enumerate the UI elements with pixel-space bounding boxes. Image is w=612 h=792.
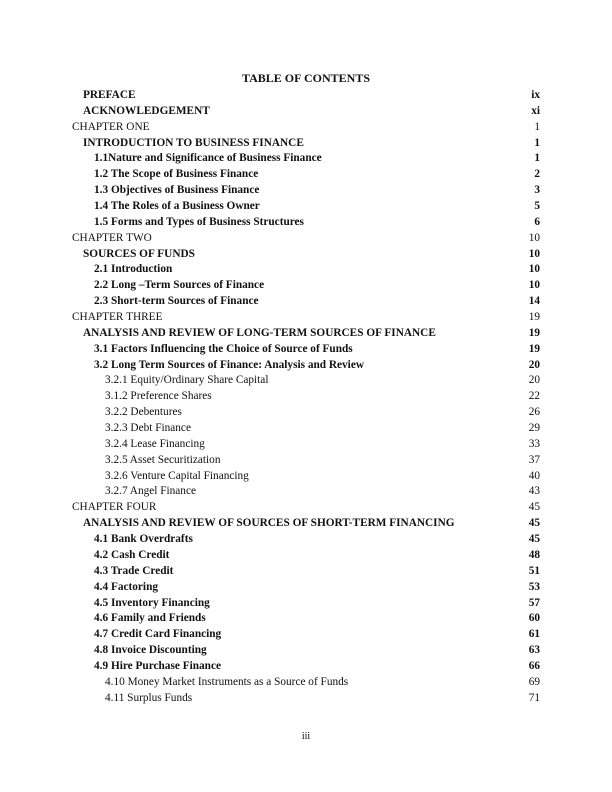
toc-entry-page: 45 (528, 501, 540, 514)
toc-entry-label: 4.10 Money Market Instruments as a Source of Funds (105, 675, 349, 688)
toc-entry-label: 4.6 Family and Friends (94, 612, 206, 625)
toc-entry-page: 10 (528, 247, 540, 260)
toc-entry-page: 45 (528, 533, 540, 546)
toc-entry[interactable] (72, 627, 540, 643)
toc-entry[interactable] (72, 580, 540, 596)
toc-entry-page: 63 (528, 644, 540, 657)
toc-entry-label: 4.2 Cash Credit (94, 548, 170, 561)
toc-entry-label: 2.3 Short-term Sources of Finance (94, 295, 259, 308)
toc-entry-page: 22 (528, 390, 540, 403)
toc-entry-label: 4.3 Trade Credit (94, 564, 174, 577)
toc-entry-page: 33 (528, 437, 540, 450)
toc-entry[interactable] (72, 310, 540, 326)
toc-entry-page: 26 (528, 406, 540, 419)
toc-entry-page: 1 (534, 120, 540, 133)
toc-entry[interactable] (72, 421, 540, 437)
toc-entry-label: 2.2 Long –Term Sources of Finance (94, 279, 265, 292)
toc-entry-page: 19 (528, 342, 540, 355)
toc-entry-label: 3.2.5 Asset Securitization (105, 453, 221, 466)
toc-entry[interactable] (72, 183, 540, 199)
toc-entry-page: 51 (528, 564, 540, 577)
toc-entry-page: 37 (528, 453, 540, 466)
toc-entry[interactable] (72, 326, 540, 342)
toc-entry-page: 14 (528, 295, 540, 308)
toc-title: TABLE OF CONTENTS (241, 71, 371, 85)
toc-entry-label: ANALYSIS AND REVIEW OF SOURCES OF SHORT-TERM FINANCING (83, 517, 455, 530)
toc-entry[interactable] (72, 469, 540, 485)
toc-entry-label: 3.2.2 Debentures (105, 406, 182, 419)
toc-entry-page: ix (531, 89, 540, 101)
toc-entry[interactable] (72, 358, 540, 374)
toc-entry[interactable] (72, 643, 540, 659)
toc-entry[interactable] (72, 500, 540, 516)
toc-entry-label: CHAPTER FOUR (72, 501, 157, 514)
toc-entry[interactable] (72, 278, 540, 294)
toc-entry[interactable] (72, 151, 540, 167)
toc-entry[interactable] (72, 405, 540, 421)
toc-entry-label: PREFACE (83, 89, 136, 101)
toc-entry[interactable] (72, 247, 540, 263)
toc-entry[interactable] (72, 516, 540, 532)
toc-entry-page: 20 (528, 374, 540, 387)
toc-entry[interactable] (72, 136, 540, 152)
toc-entry-page: 19 (528, 326, 540, 339)
toc-entry[interactable] (72, 167, 540, 183)
toc-entry[interactable] (72, 564, 540, 580)
toc-entry-label: 4.9 Hire Purchase Finance (94, 659, 221, 672)
toc-entry[interactable] (72, 437, 540, 453)
toc-entry[interactable] (72, 373, 540, 389)
toc-entry-page: 53 (528, 580, 540, 593)
toc-entry-label: SOURCES OF FUNDS (83, 247, 195, 260)
toc-entry[interactable] (72, 659, 540, 675)
toc-entry[interactable] (72, 231, 540, 247)
toc-entry-label: 3.2.3 Debt Finance (105, 422, 191, 435)
toc-entry-label: 1.2 The Scope of Business Finance (94, 168, 259, 181)
toc-entry-page: 10 (528, 263, 540, 276)
toc-entry-page: 5 (534, 200, 540, 213)
toc-entry[interactable] (72, 342, 540, 358)
page-number: iii (301, 731, 311, 742)
toc-entry-label: INTRODUCTION TO BUSINESS FINANCE (83, 136, 304, 149)
toc-entry-page: 71 (528, 691, 540, 704)
toc-entry[interactable] (72, 453, 540, 469)
toc-entry-label: 4.7 Credit Card Financing (94, 628, 222, 641)
toc-entry-label: 1.1Nature and Significance of Business Finance (94, 152, 322, 165)
toc-entry-page: 1 (534, 136, 540, 149)
toc-entry-label: 1.4 The Roles of a Business Owner (94, 200, 260, 213)
toc-entry-label: 3.1.2 Preference Shares (105, 390, 212, 403)
toc-entry[interactable] (72, 199, 540, 215)
toc-entry-label: CHAPTER THREE (72, 311, 163, 324)
toc-entry[interactable] (72, 294, 540, 310)
toc-entry-page: 57 (528, 596, 540, 609)
toc-entry[interactable] (72, 484, 540, 500)
toc-entry-label: CHAPTER ONE (72, 120, 150, 133)
toc-entry[interactable] (72, 675, 540, 691)
table-of-contents (72, 88, 540, 707)
toc-entry-page: 69 (528, 675, 540, 688)
toc-entry-page: 20 (528, 358, 540, 371)
toc-entry-page: 10 (528, 231, 540, 244)
toc-entry-page: 60 (528, 612, 540, 625)
toc-entry-label: 3.2.6 Venture Capital Financing (105, 469, 249, 482)
toc-entry-label: 1.5 Forms and Types of Business Structures (94, 215, 304, 228)
toc-entry-page: 1 (534, 152, 540, 165)
toc-entry-label: 1.3 Objectives of Business Finance (94, 184, 260, 197)
toc-entry-page: 48 (528, 548, 540, 561)
toc-entry[interactable] (72, 120, 540, 136)
toc-entry-page: 2 (534, 168, 540, 181)
toc-entry-label: ANALYSIS AND REVIEW OF LONG-TERM SOURCES OF FINANCE (83, 326, 436, 339)
toc-entry-page: 3 (534, 184, 540, 197)
toc-entry-page: 10 (528, 279, 540, 292)
toc-entry[interactable] (72, 215, 540, 231)
toc-entry-page: xi (531, 104, 540, 117)
toc-entry[interactable] (72, 611, 540, 627)
toc-entry-label: 4.1 Bank Overdrafts (94, 533, 193, 546)
toc-entry-label: 2.1 Introduction (94, 263, 173, 276)
toc-entry-label: CHAPTER TWO (72, 231, 152, 244)
toc-entry-label: 4.11 Surplus Funds (105, 691, 193, 704)
toc-entry-page: 45 (528, 517, 540, 530)
toc-entry-page: 66 (528, 659, 540, 672)
toc-entry-page: 19 (528, 311, 540, 324)
toc-entry-page: 6 (534, 215, 540, 228)
toc-entry-page: 43 (528, 485, 540, 498)
toc-entry-page: 29 (528, 422, 540, 435)
toc-entry-label: 3.2.7 Angel Finance (105, 485, 196, 498)
toc-entry-label: 3.2 Long Term Sources of Finance: Analysis and Review (94, 358, 364, 371)
toc-entry[interactable] (72, 262, 540, 278)
toc-entry-label: 3.2.1 Equity/Ordinary Share Capital (105, 374, 269, 387)
toc-entry[interactable] (72, 389, 540, 405)
toc-entry-label: ACKNOWLEDGEMENT (83, 104, 210, 117)
toc-entry-label: 4.5 Inventory Financing (94, 596, 210, 609)
toc-entry-page: 40 (528, 469, 540, 482)
toc-entry-label: 3.1 Factors Influencing the Choice of Source of Funds (94, 342, 353, 355)
toc-entry[interactable] (72, 548, 540, 564)
toc-entry[interactable] (72, 104, 540, 120)
toc-entry[interactable] (72, 691, 540, 707)
toc-entry[interactable] (72, 596, 540, 612)
toc-entry-label: 4.8 Invoice Discounting (94, 644, 207, 657)
toc-entry[interactable] (72, 532, 540, 548)
toc-entry-label: 4.4 Factoring (94, 580, 159, 593)
toc-entry[interactable] (72, 88, 540, 104)
toc-entry-page: 61 (528, 628, 540, 641)
toc-entry-label: 3.2.4 Lease Financing (105, 437, 205, 450)
